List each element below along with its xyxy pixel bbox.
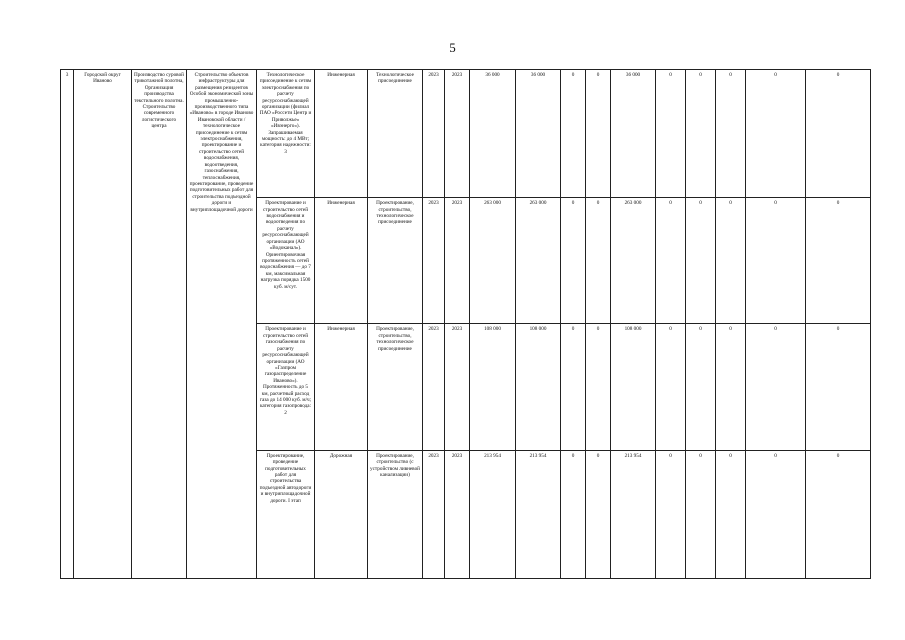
table-row [61, 70, 871, 198]
total-cell: 213 954 [470, 450, 516, 578]
value-cell: 0 [806, 70, 871, 198]
value-cell: 0 [686, 70, 716, 198]
category-cell: Дорожная [315, 450, 368, 578]
value-cell: 0 [561, 198, 586, 324]
category-cell: Инженерная [315, 198, 368, 324]
value-cell: 0 [586, 324, 611, 450]
year-end-cell: 2023 [445, 324, 470, 450]
year-start-cell: 2023 [423, 324, 445, 450]
total-cell: 36 000 [470, 70, 516, 198]
value-cell: 0 [686, 324, 716, 450]
description-cell: Проектирование и строительство сетей водоснабжения и водоотведения по расчету ресурсоснабжающей организации (АО «Водоканал»). Ориентировочная протяженность сетей водоснабжения — до 7 км, максимальная нагрузка порядка 1500 куб. м/сут. [257, 198, 315, 324]
year-start-cell: 2023 [423, 70, 445, 198]
value-cell: 108 000 [611, 324, 656, 450]
value-cell: 0 [746, 70, 806, 198]
value-cell: 0 [686, 450, 716, 578]
value-cell: 0 [656, 70, 686, 198]
value-cell: 0 [806, 198, 871, 324]
value-cell: 213 954 [611, 450, 656, 578]
value-cell: 0 [561, 70, 586, 198]
value-cell: 0 [716, 324, 746, 450]
year-end-cell: 2023 [445, 450, 470, 578]
value-cell: 0 [561, 324, 586, 450]
work-cell: Проектирование, строительство, технологическое присоединение [368, 324, 423, 450]
value-cell: 0 [806, 450, 871, 578]
value-cell: 0 [656, 324, 686, 450]
work-cell: Проектирование, строительство (с устройством ливневой канализации) [368, 450, 423, 578]
value-cell: 213 954 [516, 450, 561, 578]
value-cell: 36 000 [516, 70, 561, 198]
value-cell: 0 [746, 324, 806, 450]
value-cell: 0 [656, 450, 686, 578]
page-number: 5 [449, 40, 456, 55]
value-cell: 0 [716, 198, 746, 324]
value-cell: 108 000 [516, 324, 561, 450]
total-cell: 108 000 [470, 324, 516, 450]
year-start-cell: 2023 [423, 450, 445, 578]
value-cell: 263 000 [611, 198, 656, 324]
year-end-cell: 2023 [445, 198, 470, 324]
value-cell: 263 000 [516, 198, 561, 324]
value-cell: 0 [656, 198, 686, 324]
investment-table [60, 69, 871, 579]
description-cell: Проектирование, проведение подготовительных работ для строительства подъездной автодороги и внутриплощадочной дороги. I этап [257, 450, 315, 578]
category-cell: Инженерная [315, 324, 368, 450]
sector-cell: Производство суровой трикотажной полотна, Организация производства текстильного полотна. Строительство современного логистического центра [132, 70, 187, 579]
year-start-cell: 2023 [423, 198, 445, 324]
object-cell: Строительство объектов инфраструктуры для размещения резидентов Особой экономической зоны промышленно-производственного типа «Иваново» в городе Иваново Ивановской области / технологическое присоединение к сетям электроснабжения, проектирование и строительство сетей водоснабжения, водоотведения, газоснабжения, теплоснабжения, проектирование, проведение подготовительных работ для строительства подъездной дороги и внутриплощадочной дороги [187, 70, 257, 579]
work-cell: Технологическое присоединение [368, 70, 423, 198]
total-cell: 263 000 [470, 198, 516, 324]
value-cell: 0 [586, 198, 611, 324]
value-cell: 36 000 [611, 70, 656, 198]
year-end-cell: 2023 [445, 70, 470, 198]
value-cell: 0 [746, 198, 806, 324]
description-cell: Технологическое присоединение к сетям электроснабжения по расчету ресурсоснабжающей организации (филиал ПАО «Россети Центр и Приволжье» «Ивэнерго»). Запрашиваемая мощность: до 4 МВт; категория надежности: 3 [257, 70, 315, 198]
description-cell: Проектирование и строительство сетей газоснабжения по расчету ресурсоснабжающей организации (АО «Газпром газораспределение Иваново»). Протяженность до 5 км, расчетный расход газа до 14 000 куб. м/ч; категория газопровода: 2 [257, 324, 315, 450]
work-cell: Проектирование, строительство, технологическое присоединение [368, 198, 423, 324]
value-cell: 0 [586, 70, 611, 198]
value-cell: 0 [716, 450, 746, 578]
row-index: 3 [61, 70, 74, 579]
value-cell: 0 [716, 70, 746, 198]
value-cell: 0 [806, 324, 871, 450]
municipality-cell: Городской округ Иваново [74, 70, 132, 579]
value-cell: 0 [686, 198, 716, 324]
value-cell: 0 [746, 450, 806, 578]
value-cell: 0 [586, 450, 611, 578]
value-cell: 0 [561, 450, 586, 578]
category-cell: Инженерная [315, 70, 368, 198]
